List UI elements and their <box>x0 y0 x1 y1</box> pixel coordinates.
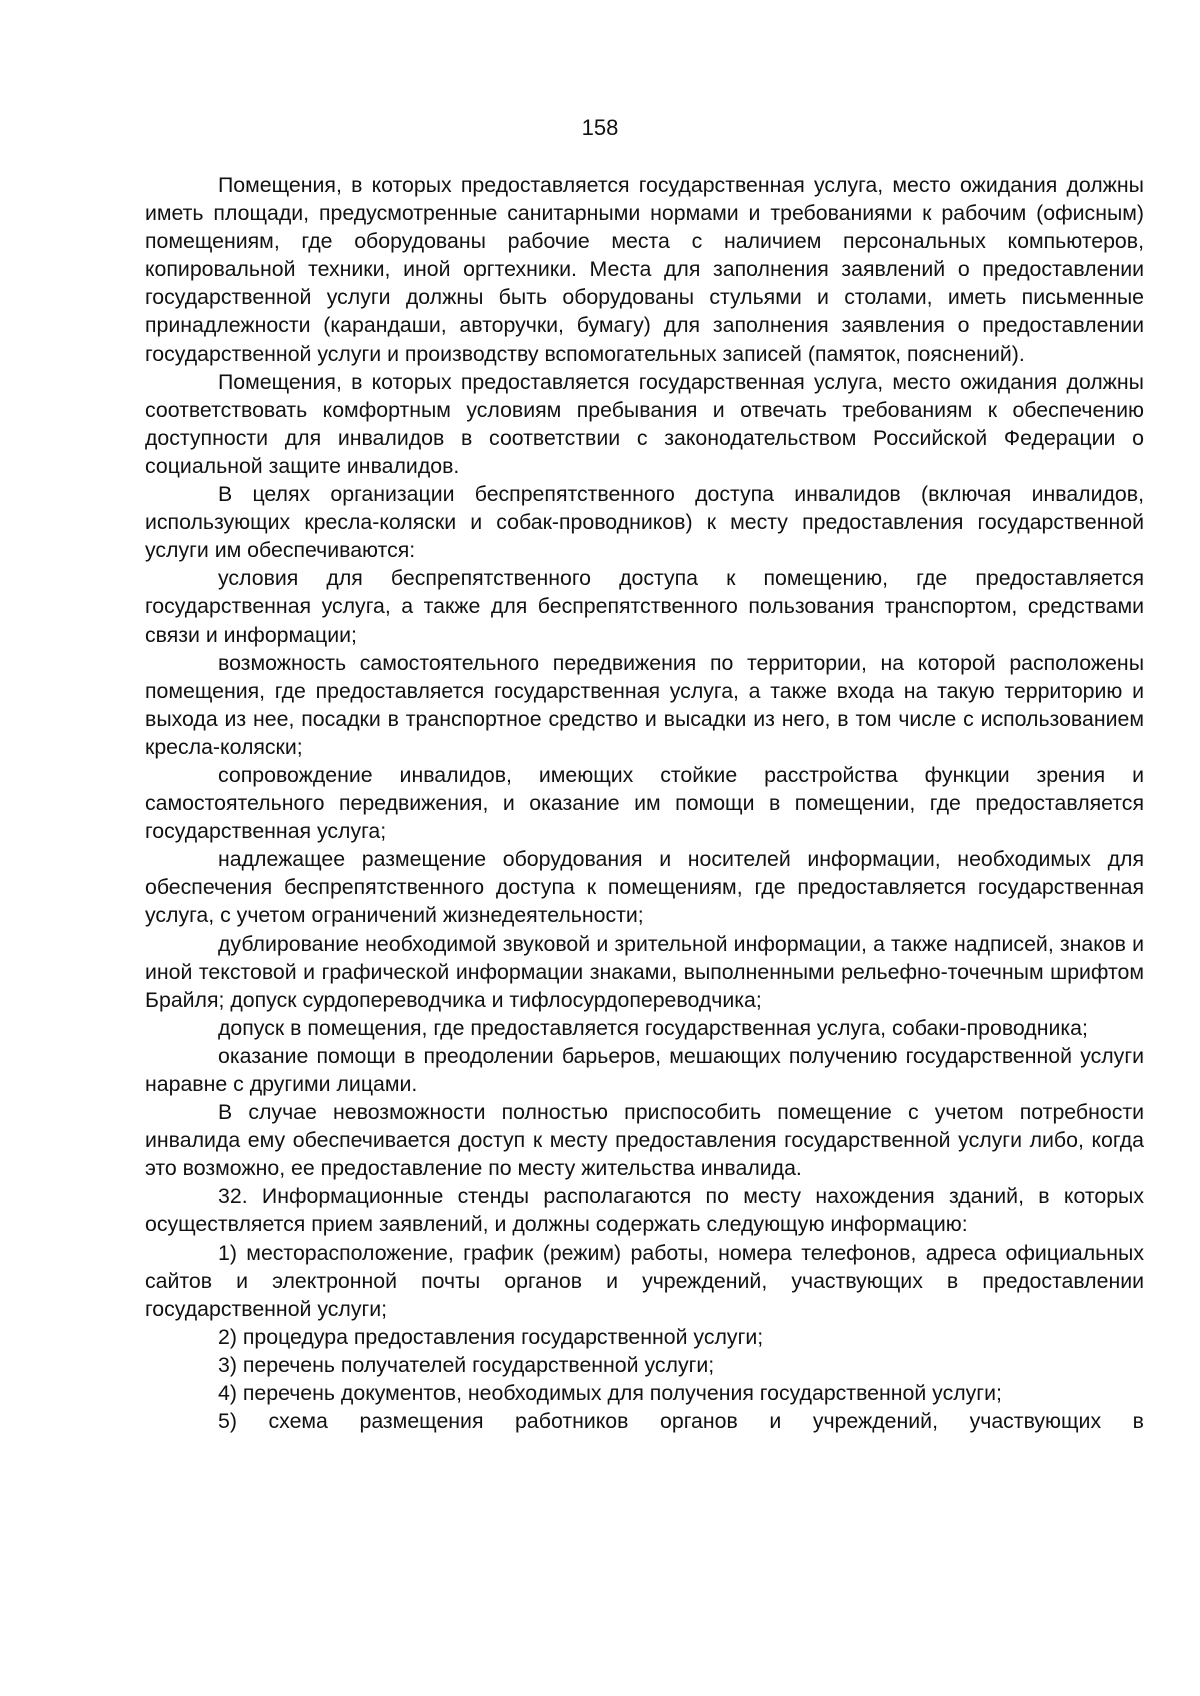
paragraph-equipment-placement: надлежащее размещение оборудования и носителей информации, необходимых для обеспечения беспрепятственного доступа к помещениям, где предоставляется государственная услуга, с учетом ограничений жизнедеятельности; <box>145 847 1144 928</box>
page-number: 158 <box>581 115 619 140</box>
paragraph-disabled-access-intro: В целях организации беспрепятственного доступа инвалидов (включая инвалидов, использующих кресла-коляски и собак-проводников) к месту предоставления государственной услуги им обеспечиваются: <box>145 482 1144 563</box>
paragraph-premises-requirements: Помещения, в которых предоставляется государственная услуга, место ожидания должны иметь площади, предусмотренные санитарными нормами и требованиями к рабочим (офисным) помещениям, где оборудованы рабочие места с наличием персональных компьютеров, копировальной техники, иной оргтехники. Места для заполнения заявлений о предоставлении государственной услуги должны быть оборудованы стульями и столами, иметь письменные принадлежности (карандаши, авторучки, бумагу) для заполнения заявления о предоставлении государственной услуги и производству вспомогательных записей (памяток, пояснений). <box>145 173 1144 366</box>
paragraph-barrier-assistance: оказание помощи в преодолении барьеров, мешающих получению государственной услуги наравне с другими лицами. <box>145 1043 1144 1096</box>
document-body <box>145 171 1144 1435</box>
paragraph-section-32: 32. Информационные стенды располагаются по месту нахождения зданий, в которых осуществляется прием заявлений, и должны содержать следующую информацию: <box>145 1184 1144 1237</box>
list-item-3: 3) перечень получателей государственной услуги; <box>218 1352 715 1377</box>
list-item-5: 5) схема размещения работников органов и учреждений, участвующих в <box>218 1409 1144 1434</box>
list-item-2: 2) процедура предоставления государственной услуги; <box>218 1324 764 1349</box>
paragraph-information-duplication: дублирование необходимой звуковой и зрительной информации, а также надписей, знаков и иной текстовой и графической информации знаками, выполненными рельефно-точечным шрифтом Брайля; допуск сурдопереводчика и тифлосурдопереводчика; <box>145 931 1144 1012</box>
paragraph-escort: сопровождение инвалидов, имеющих стойкие расстройства функции зрения и самостоятельного передвижения, и оказание им помощи в помещении, где предоставляется государственная услуга; <box>145 762 1144 844</box>
paragraph-independent-movement: возможность самостоятельного передвижения по территории, на которой расположены помещения, где предоставляется государственная услуга, а также входа на такую территорию и выхода из нее, посадки в транспортное средство и высадки из него, в том числе с использованием кресла-коляски; <box>145 650 1144 759</box>
paragraph-impossibility-case: В случае невозможности полностью приспособить помещение с учетом потребности инвалида ему обеспечивается доступ к месту предоставления государственной услуги либо, когда это возможно, ее предоставление по месту жительства инвалида. <box>145 1100 1144 1181</box>
paragraph-accessibility-comfort: Помещения, в которых предоставляется государственная услуга, место ожидания должны соответствовать комфортным условиям пребывания и отвечать требованиям к обеспечению доступности для инвалидов в соответствии с законодательством Российской Федерации о социальной защите инвалидов. <box>145 369 1144 478</box>
paragraph-access-conditions: условия для беспрепятственного доступа к помещению, где предоставляется государственная услуга, а также для беспрепятственного пользования транспортом, средствами связи и информации; <box>145 566 1144 647</box>
list-item-4: 4) перечень документов, необходимых для получения государственной услуги; <box>218 1381 1002 1406</box>
list-item-1: 1) месторасположение, график (режим) работы, номера телефонов, адреса официальных сайтов и электронной почты органов и учреждений, участвующих в предоставлении государственной услуги; <box>145 1240 1144 1321</box>
paragraph-guide-dog-admission: допуск в помещения, где предоставляется государственная услуга, собаки-проводника; <box>218 1015 1088 1040</box>
